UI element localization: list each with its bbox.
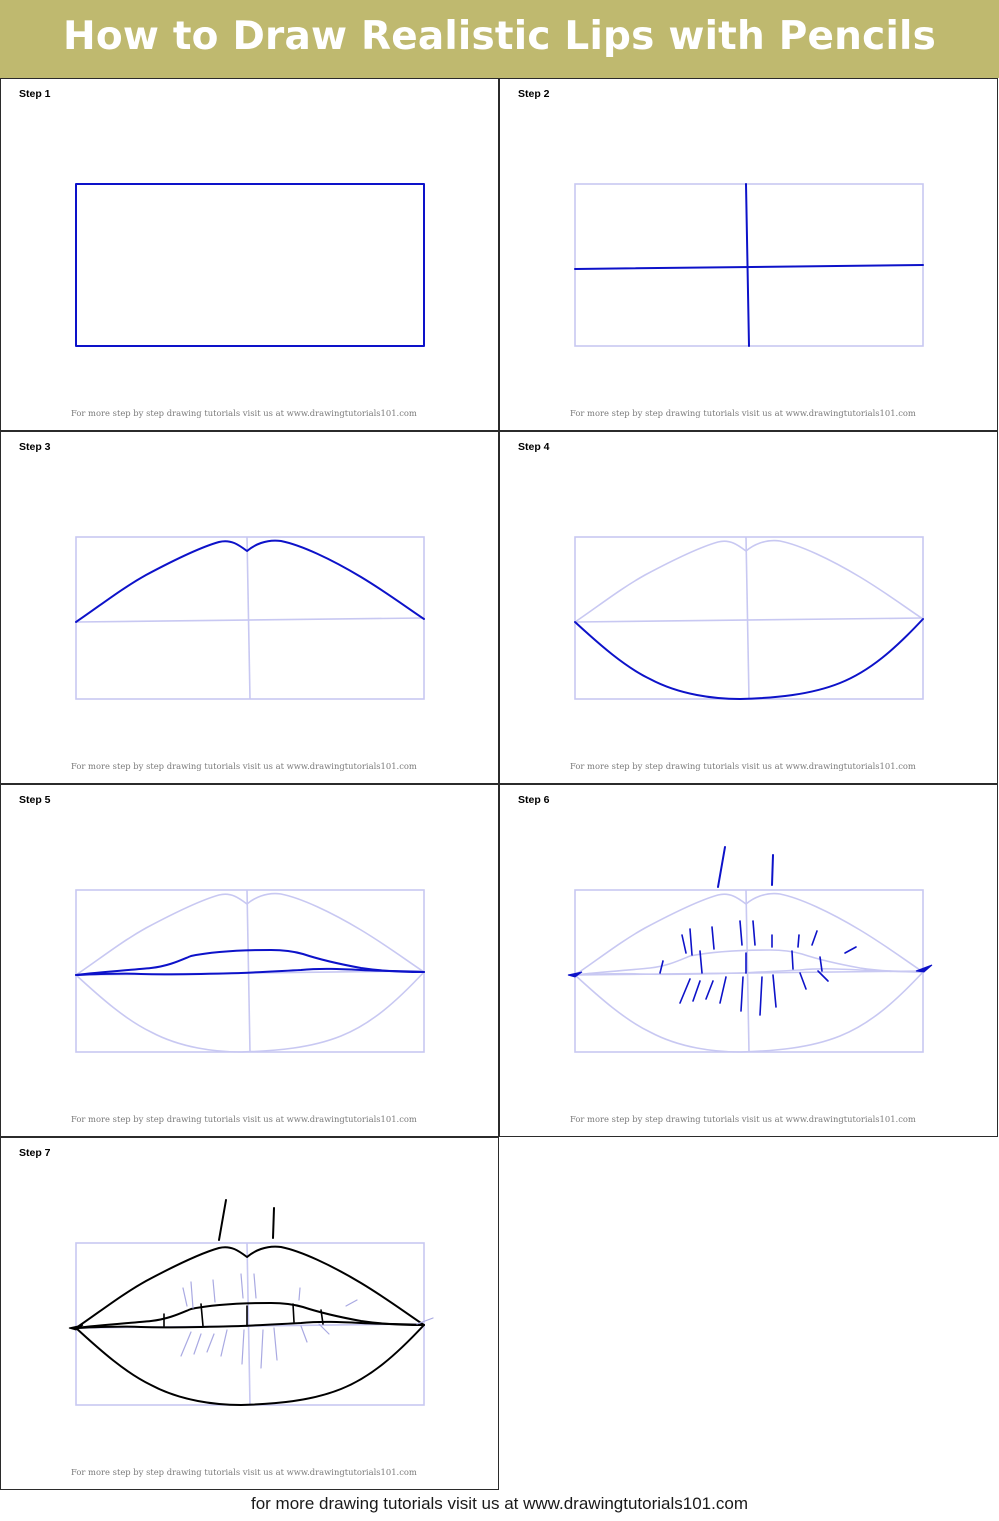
page-title: How to Draw Realistic Lips with Pencils	[62, 14, 937, 59]
step-1-panel	[0, 78, 499, 431]
panel-credit: For more step by step drawing tutorials visit us at www.drawingtutorials101.com	[570, 761, 916, 771]
panel-credit: For more step by step drawing tutorials visit us at www.drawingtutorials101.com	[71, 1467, 417, 1477]
panel-credit: For more step by step drawing tutorials visit us at www.drawingtutorials101.com	[570, 1114, 916, 1124]
step-1-drawing	[1, 79, 500, 432]
title-banner	[0, 0, 999, 78]
step-2-panel	[499, 78, 998, 431]
step-label: Step 7	[19, 1147, 51, 1159]
step-3-panel	[0, 431, 499, 784]
step-7-drawing	[1, 1138, 500, 1491]
step-label: Step 2	[518, 88, 550, 100]
footer-credit: for more drawing tutorials visit us at www.drawingtutorials101.com	[251, 1494, 748, 1513]
step-4-drawing	[500, 432, 999, 785]
step-label: Step 1	[19, 88, 51, 100]
step-label: Step 3	[19, 441, 51, 453]
panel-credit: For more step by step drawing tutorials visit us at www.drawingtutorials101.com	[71, 408, 417, 418]
panel-credit: For more step by step drawing tutorials visit us at www.drawingtutorials101.com	[71, 1114, 417, 1124]
step-4-panel	[499, 431, 998, 784]
step-label: Step 5	[19, 794, 51, 806]
step-5-drawing	[1, 785, 500, 1138]
step-2-drawing	[500, 79, 999, 432]
step-6-panel	[499, 784, 998, 1137]
step-label: Step 6	[518, 794, 550, 806]
step-7-panel	[0, 1137, 499, 1490]
step-3-drawing	[1, 432, 500, 785]
step-6-drawing	[500, 785, 999, 1138]
step-5-panel	[0, 784, 499, 1137]
step-label: Step 4	[518, 441, 550, 453]
panel-credit: For more step by step drawing tutorials visit us at www.drawingtutorials101.com	[570, 408, 916, 418]
panel-credit: For more step by step drawing tutorials visit us at www.drawingtutorials101.com	[71, 761, 417, 771]
